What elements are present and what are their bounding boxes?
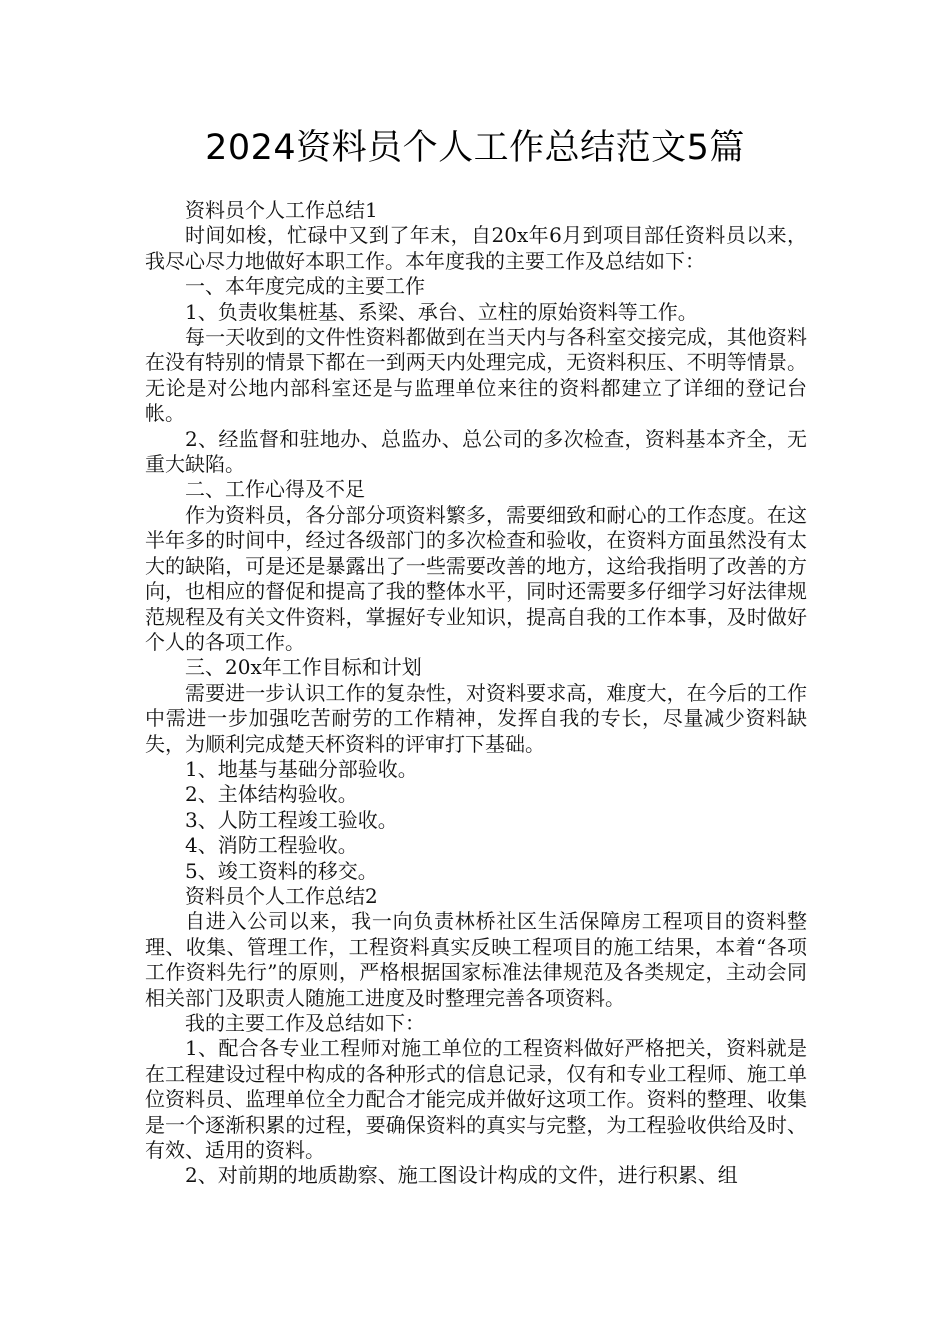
list-item: 1、负责收集桩基、系梁、承台、立柱的原始资料等工作。 (185, 299, 698, 324)
list-item: 3、人防工程竣工验收。 (185, 807, 398, 832)
paragraph: 需要进一步认识工作的复杂性，对资料要求高，难度大，在今后的工作中需进一步加强吃苦耐劳的工作精神，发挥自我的专长，尽量减少资料缺失，为顺利完成楚天杯资料的评审打下基础。 (145, 680, 807, 756)
list-item: 5、竣工资料的移交。 (185, 858, 378, 883)
section-heading: 资料员个人工作总结2 (185, 883, 378, 908)
paragraph: 每一天收到的文件性资料都做到在当天内与各科室交接完成，其他资料在没有特别的情景下都在一到两天内处理完成，无资料积压、不明等情景。无论是对公地内部科室还是与监理单位来往的资料都建立了详细的登记台帐。 (145, 325, 807, 426)
section-heading: 二、工作心得及不足 (185, 477, 365, 502)
paragraph: 时间如梭，忙碌中又到了年末，自20x年6月到项目部任资料员以来，我尽心尽力地做好本职工作。本年度我的主要工作及总结如下： (145, 223, 807, 273)
paragraph: 自进入公司以来，我一向负责林桥社区生活保障房工程项目的资料整理、收集、管理工作，工程资料真实反映工程项目的施工结果，本着“各项工作资料先行”的原则，严格根据国家标准法律规范及各类规定，主动会同相关部门及职责人随施工进度及时整理完善各项资料。 (145, 909, 807, 1010)
list-item: 2、经监督和驻地办、总监办、总公司的多次检查，资料基本齐全，无重大缺陷。 (145, 426, 807, 477)
section-heading: 资料员个人工作总结1 (185, 198, 378, 222)
paragraph: 2、对前期的地质勘察、施工图设计构成的文件，进行积累、组 (185, 1163, 738, 1188)
paragraph: 我的主要工作及总结如下： (185, 1011, 425, 1035)
list-item: 4、消防工程验收。 (185, 833, 358, 858)
paragraph: 作为资料员，各分部分项资料繁多，需要细致和耐心的工作态度。在这半年多的时间中，经过各级部门的多次检查和验收，在资料方面虽然没有太大的缺陷，可是还是暴露出了一些需要改善的地方，这给我指明了改善的方向，也相应的督促和提高了我的整体水平，同时还需要多仔细学习好法律规范规程及有关文件资料，掌握好专业知识，提高自我的工作本事，及时做好个人的各项工作。 (145, 502, 807, 654)
list-item: 1、地基与基础分部验收。 (185, 756, 418, 781)
list-item: 2、主体结构验收。 (185, 782, 358, 807)
document-body (145, 198, 807, 1189)
paragraph: 1、配合各专业工程师对施工单位的工程资料做好严格把关，资料就是在工程建设过程中构成的各种形式的信息记录，仅有和专业工程师、施工单位资料员、监理单位全力配合才能完成并做好这项工作。资料的整理、收集是一个逐渐积累的过程，要确保资料的真实与完整，为工程验收供给及时、有效、适用的资料。 (145, 1036, 807, 1163)
document-title: 2024资料员个人工作总结范文5篇 (205, 128, 745, 168)
section-heading: 一、本年度完成的主要工作 (185, 274, 425, 299)
section-heading: 三、20x年工作目标和计划 (185, 655, 422, 680)
